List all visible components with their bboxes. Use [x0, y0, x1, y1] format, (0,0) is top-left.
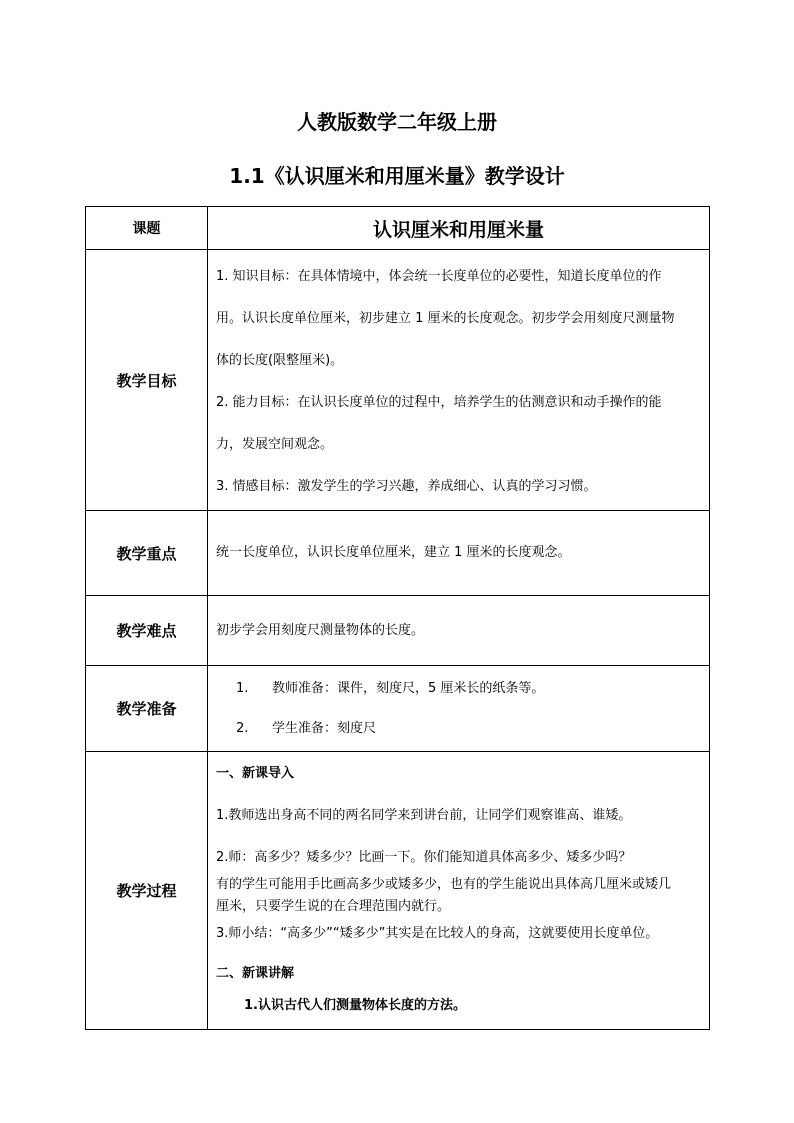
- key-points-row: [86, 511, 710, 596]
- process-paragraph: 1.教师选出身高不同的两名同学来到讲台前，让同学们观察谁高、谁矮。: [216, 808, 632, 823]
- preparation-cell: [208, 666, 710, 752]
- key-points-label: 教学重点: [86, 511, 208, 596]
- preparation-item-text: 学生准备：刻度尺: [272, 720, 377, 736]
- goals-label: 教学目标: [86, 250, 208, 511]
- section-heading-new-lesson: 二、新课讲解: [216, 966, 295, 981]
- goal-line: 体的长度(限整厘米)。: [216, 353, 344, 368]
- goal-line: 力，发展空间观念。: [216, 437, 334, 452]
- document-title-line1: 人教版数学二年级上册: [297, 110, 497, 134]
- topic-label: 课题: [86, 207, 208, 250]
- difficulty-value: 初步学会用刻度尺测量物体的长度。: [216, 622, 425, 638]
- key-points-value: 统一长度单位，认识长度单位厘米，建立 1 厘米的长度观念。: [216, 545, 571, 560]
- difficulty-row: [86, 596, 710, 666]
- difficulty-cell: [208, 596, 710, 666]
- subsection-heading: 1.认识古代人们测量物体长度的方法。: [244, 998, 466, 1013]
- process-row: [86, 752, 710, 1030]
- preparation-item-text: 教师准备：课件，刻度尺，5 厘米长的纸条等。: [272, 680, 545, 696]
- preparation-item: [216, 669, 703, 709]
- difficulty-label: 教学难点: [86, 596, 208, 666]
- document-title-line2: 1.1《认识厘米和用厘米量》教学设计: [229, 164, 565, 188]
- process-cell: [208, 752, 710, 1030]
- goals-row: [86, 250, 710, 511]
- process-paragraph: 有的学生可能用手比画高多少或矮多少，也有的学生能说出具体高几厘米或矮几: [216, 877, 672, 892]
- process-paragraph: 厘米，只要学生说的在合理范围内就行。: [216, 899, 451, 914]
- goal-line: 用。认识长度单位厘米，初步建立 1 厘米的长度观念。初步学会用刻度尺测量物: [216, 311, 675, 326]
- section-heading-intro: 一、新课导入: [216, 766, 295, 781]
- goals-cell: [208, 250, 710, 511]
- topic-value: 认识厘米和用厘米量: [208, 207, 710, 250]
- preparation-item: [216, 709, 703, 749]
- preparation-item-number: 1.: [236, 680, 249, 696]
- process-paragraph: 2.师：高多少？矮多少？比画一下。你们能知道具体高多少、矮多少吗？: [216, 850, 632, 865]
- topic-row: [86, 207, 710, 250]
- goal-line: 1. 知识目标：在具体情境中，体会统一长度单位的必要性，知道长度单位的作: [216, 269, 662, 284]
- preparation-label: 教学准备: [86, 666, 208, 752]
- goal-line: 3. 情感目标：激发学生的学习兴趣，养成细心、认真的学习习惯。: [216, 479, 597, 494]
- preparation-row: [86, 666, 710, 752]
- process-label: 教学过程: [86, 752, 208, 1030]
- goal-line: 2. 能力目标：在认识长度单位的过程中，培养学生的估测意识和动手操作的能: [216, 395, 662, 410]
- process-paragraph: 3.师小结：“高多少”“矮多少”其实是在比较人的身高，这就要使用长度单位。: [216, 926, 659, 941]
- preparation-item-number: 2.: [236, 720, 249, 736]
- key-points-cell: [208, 511, 710, 596]
- lesson-plan-table: [85, 206, 710, 1030]
